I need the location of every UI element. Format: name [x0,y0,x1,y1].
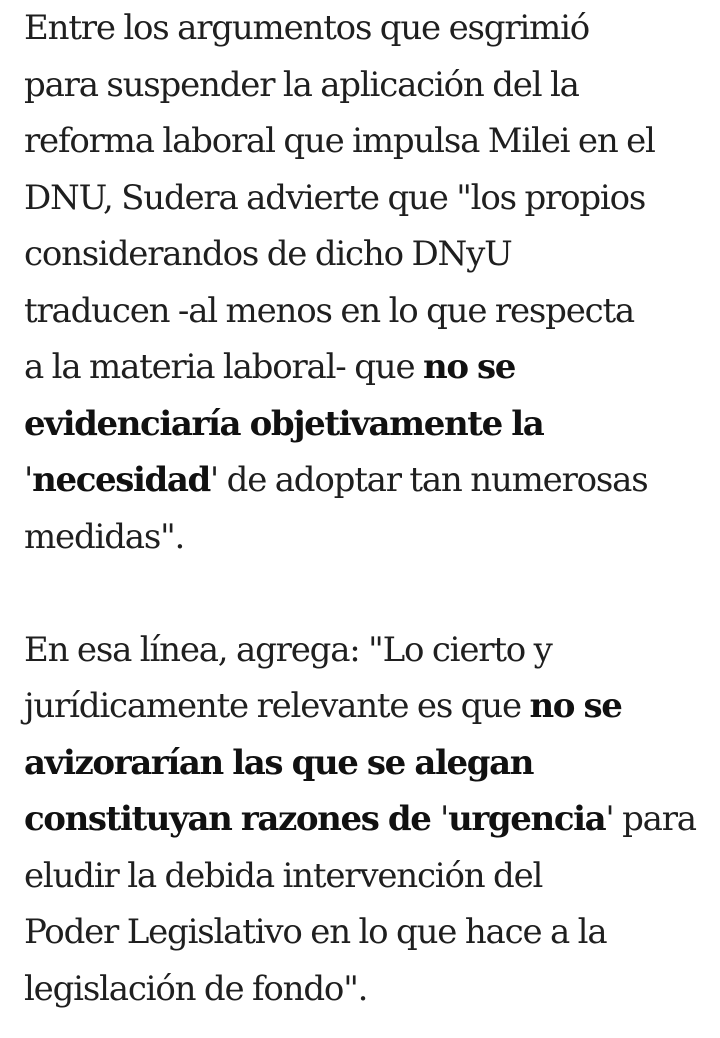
text-line: medidas". [24,516,185,557]
paragraph-urgency-quote [24,622,714,1018]
bold-emphasis: necesidad [32,460,210,500]
text-line [24,678,714,735]
text-run: a la materia laboral- que [24,347,423,387]
text-run: ' de adoptar tan numerosas [209,460,648,500]
quote-mark: ' [24,460,33,500]
bold-emphasis: no se [423,347,516,387]
bold-emphasis: constituyan razones de [24,799,440,839]
text-line: legislación de fondo". [24,968,368,1009]
text-run: jurídicamente relevante es que [24,686,530,726]
text-line [24,791,714,848]
text-line: eludir la debida intervención del [24,855,543,896]
bold-emphasis: avizorarían las que se alegan [24,742,534,783]
text-line [24,452,714,509]
text-line: reforma laboral que impulsa Milei en el [24,121,655,161]
text-line: para suspender la aplicación del la [24,64,579,105]
text-line: Entre los argumentos que esgrimió [24,8,590,48]
text-line: DNU, Sudera advierte que "los propios [24,177,646,218]
text-line [24,735,714,792]
bold-emphasis: no se [529,686,622,726]
text-line: En esa línea, agrega: "Lo cierto y [24,629,552,670]
article-body [24,0,714,1017]
text-line [24,396,714,453]
bold-emphasis: evidenciaría objetivamente la [24,403,544,444]
text-line: Poder Legislativo en lo que hace a la [24,912,607,952]
paragraph-sudera-arguments [24,0,714,565]
text-line: traducen -al menos en lo que respecta [24,290,634,331]
text-line [24,339,714,396]
text-line: considerandos de dicho DNyU [24,234,512,274]
bold-emphasis: urgencia [448,799,606,839]
quote-mark: ' [439,799,449,839]
text-run: ' para [605,799,696,839]
